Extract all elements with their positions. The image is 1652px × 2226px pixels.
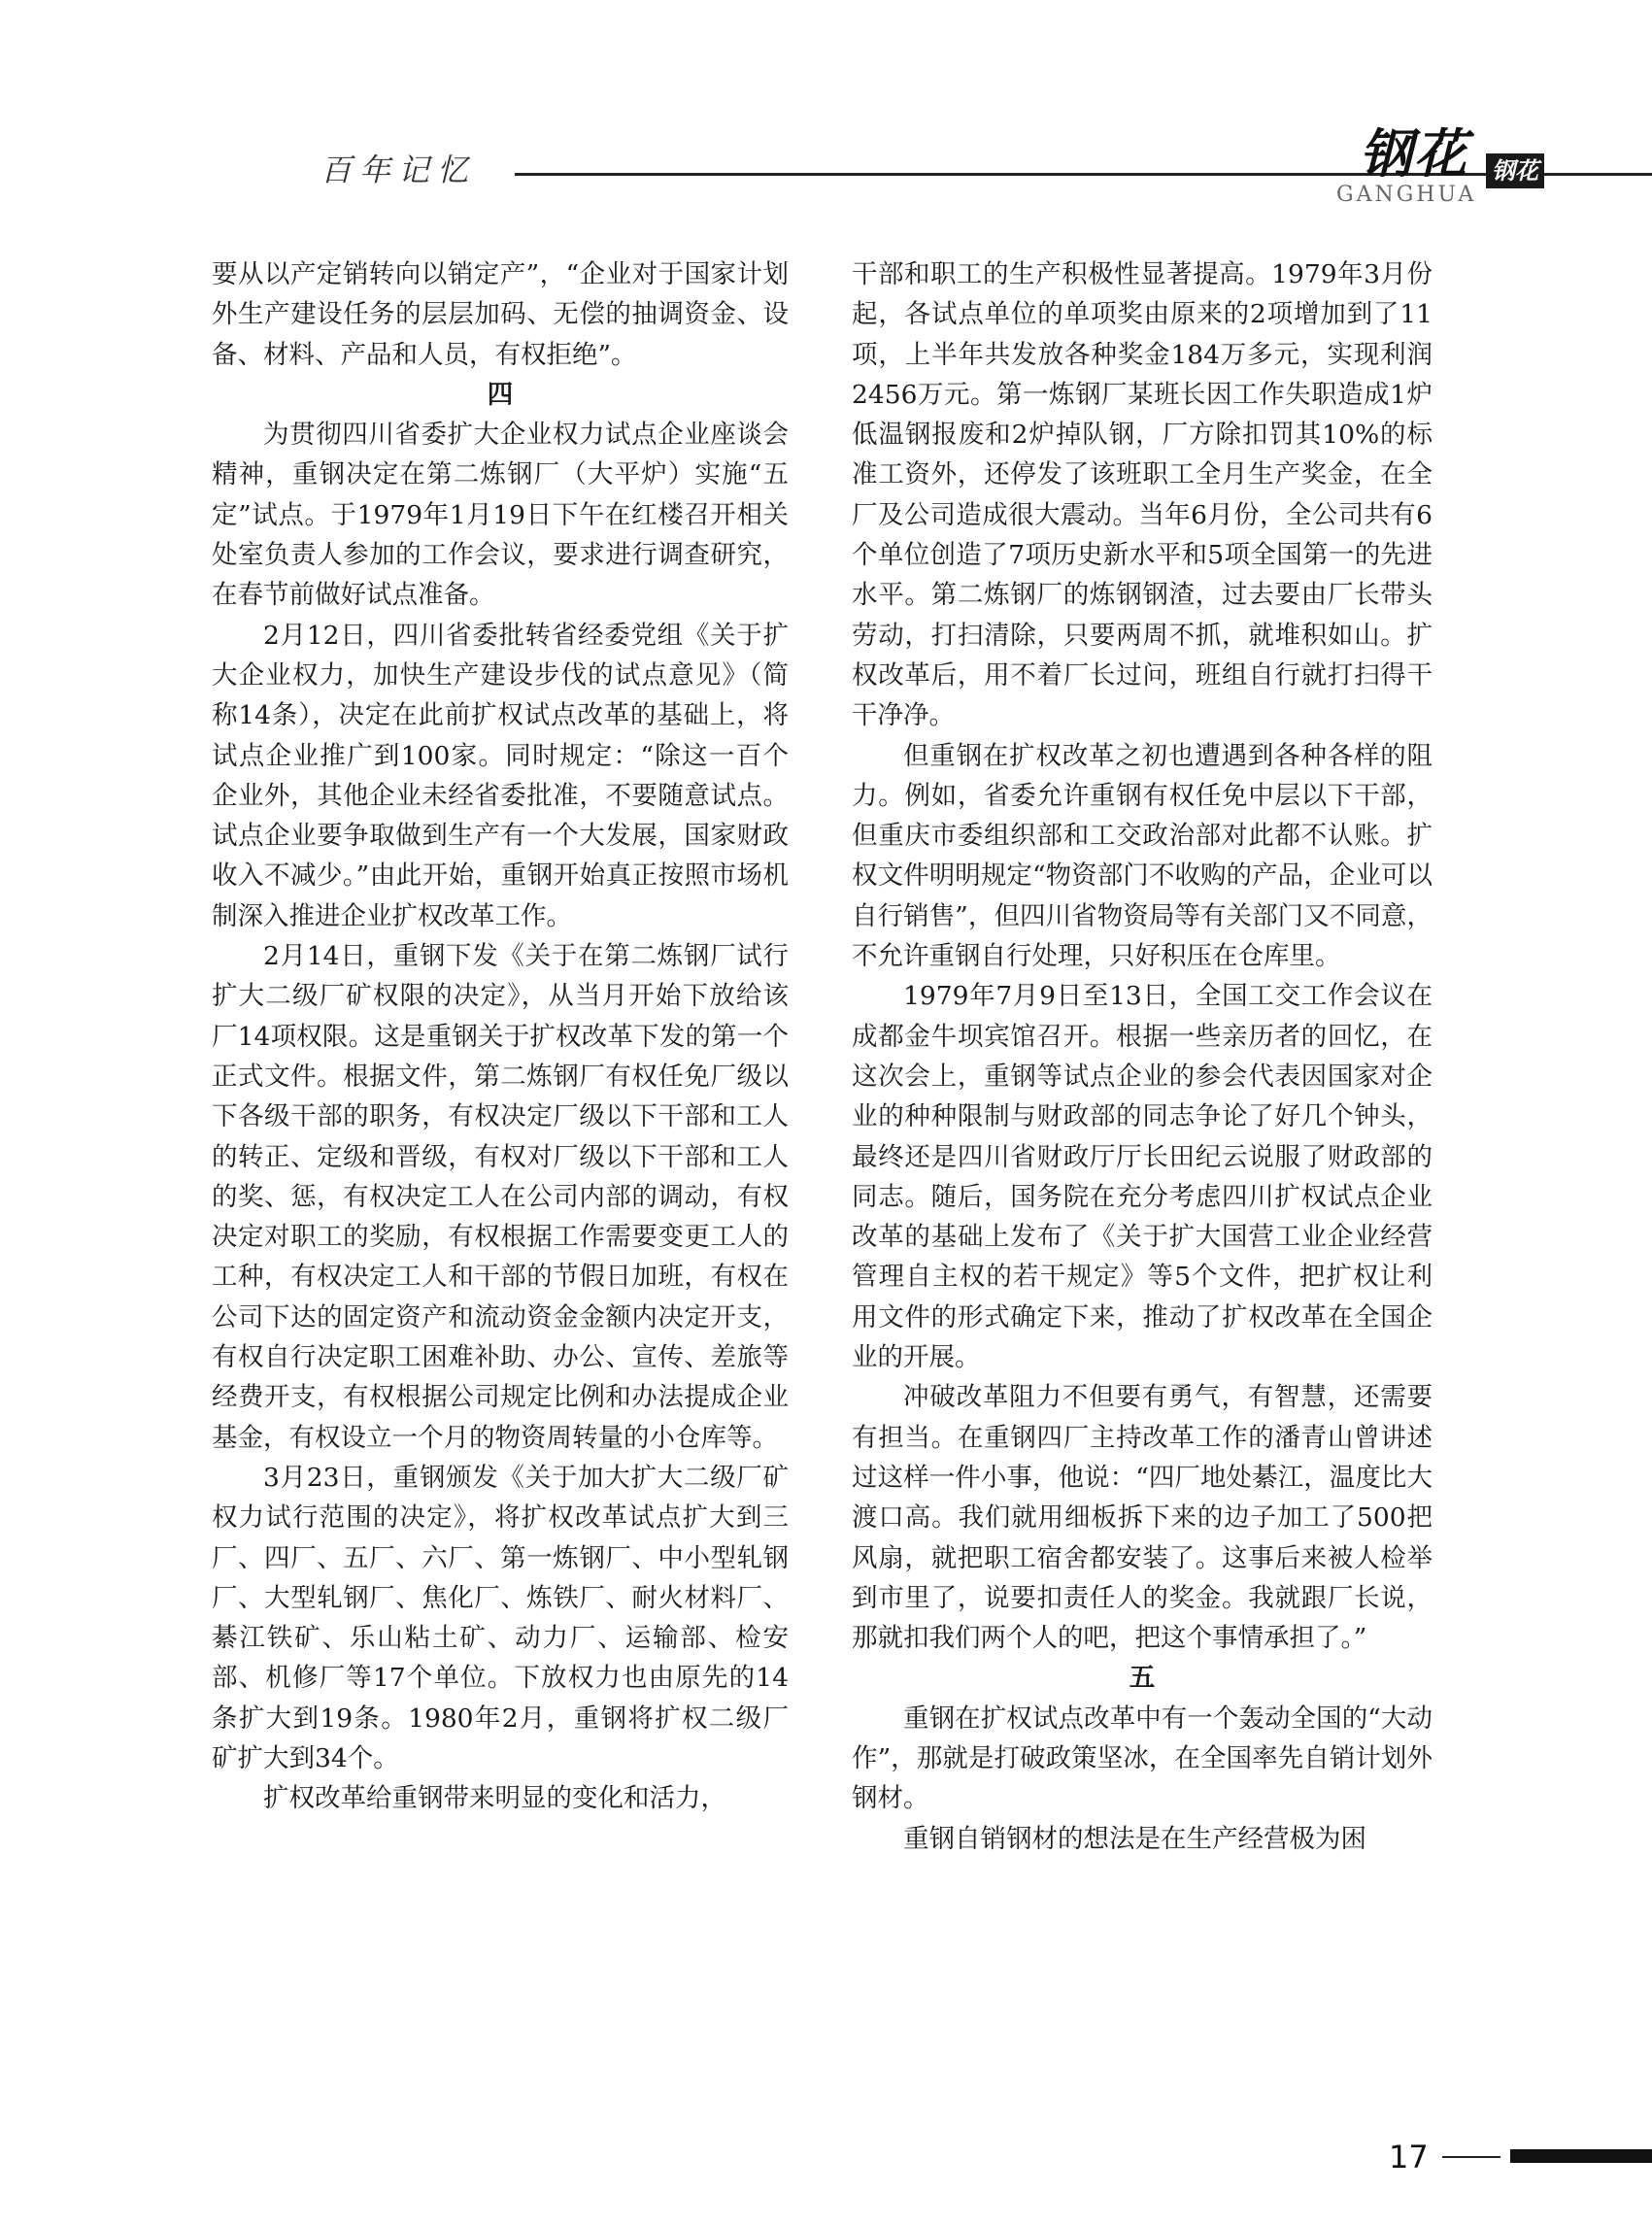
- paragraph-continued: 要从以产定销转向以销定产”，“企业对于国家计划外生产建设任务的层层加码、无偿的抽调资金、设备、材料、产品和人员，有权拒绝”。: [212, 259, 789, 370]
- paragraph: 重钢在扩权试点改革中有一个轰动全国的“大动作”，那就是打破政策坚冰，在全国率先自销计划外钢材。: [852, 1703, 1433, 1814]
- magazine-logo-english: GANGHUA: [1336, 183, 1477, 207]
- paragraph: 冲破改革阻力不但要有勇气，有智慧，还需要有担当。在重钢四厂主持改革工作的潘青山曾讲述过这样一件小事，他说：“四厂地处綦江，温度比大渡口高。我们就用细板拆下来的边子加工了500把风扇，就把职工宿舍都安装了。这事后来被人检举到市里了，说要扣责任人的奖金。我就跟厂长说，那就扣我们两个人的吧，把这个事情承担了。”: [852, 1382, 1433, 1654]
- section-numeral: 五: [1129, 1663, 1156, 1694]
- magazine-logo-badge: 钢花: [1486, 153, 1544, 188]
- magazine-logo: 钢花: [1360, 122, 1468, 185]
- section-title: 百年记忆: [320, 152, 477, 188]
- paragraph: 但重钢在扩权改革之初也遭遇到各种各样的阻力。例如，省委允许重钢有权任免中层以下干部，但重庆市委组织部和工交政治部对此都不认账。扩权文件明明规定“物资部门不收购的产品，企业可以自行销售”，但四川省物资局等有关部门又不同意，不允许重钢自行处理，只好积压在仓库里。: [852, 740, 1433, 972]
- paragraph: 为贯彻四川省委扩大企业权力试点企业座谈会精神，重钢决定在第二炼钢厂（大平炉）实施“五定”试点。于1979年1月19日下午在红楼召开相关处室负责人参加的工作会议，要求进行调查研究，在春节前做好试点准备。: [212, 420, 789, 611]
- page-number: 17: [1389, 2139, 1429, 2175]
- paragraph: 1979年7月9日至13日，全国工交工作会议在成都金牛坝宾馆召开。根据一些亲历者的回忆，在这次会上，重钢等试点企业的参会代表因国家对企业的种种限制与财政部的同志争论了好几个钟头，最终还是四川省财政厅厅长田纪云说服了财政部的同志。随后，国务院在充分考虑四川扩权试点企业改革的基础上发布了《关于扩大国营工业企业经营管理自主权的若干规定》等5个文件，把扩权让利用文件的形式确定下来，推动了扩权改革在全国企业的开展。: [852, 981, 1433, 1373]
- paragraph: 2月12日，四川省委批转省经委党组《关于扩大企业权力，加快生产建设步伐的试点意见》（简称14条），决定在此前扩权试点改革的基础上，将试点企业推广到100家。同时规定：“除这一百个企业外，其他企业未经省委批准，不要随意试点。试点企业要争取做到生产有一个大发展，国家财政收入不减少。”由此开始，重钢开始真正按照市场机制深入推进企业扩权改革工作。: [212, 620, 789, 931]
- right-column: [852, 254, 1433, 1859]
- paragraph: 扩权改革给重钢带来明显的变化和活力，: [263, 1783, 726, 1814]
- header-rule-right: [1544, 173, 1652, 176]
- section-numeral: 四: [487, 379, 514, 410]
- paragraph: 3月23日，重钢颁发《关于加大扩大二级厂矿权力试行范围的决定》，将扩权改革试点扩大到三厂、四厂、五厂、六厂、第一炼钢厂、中小型轧钢厂、大型轧钢厂、焦化厂、炼铁厂、耐火材料厂、綦江铁矿、乐山粘土矿、动力厂、运输部、检安部、机修厂等17个单位。下放权力也由原先的14条扩大到19条。1980年2月，重钢将扩权二级厂矿扩大到34个。: [212, 1462, 789, 1773]
- paragraph-continued: 干部和职工的生产积极性显著提高。1979年3月份起，各试点单位的单项奖由原来的2项增加到了11项，上半年共发放各种奖金184万多元，实现利润2456万元。第一炼钢厂某班长因工作失职造成1炉低温钢报废和2炉掉队钢，厂方除扣罚其10%的标准工资外，还停发了该班职工全月生产奖金，在全厂及公司造成很大震动。当年6月份，全公司共有6个单位创造了7项历史新水平和5项全国第一的先进水平。第二炼钢厂的炼钢钢渣，过去要由厂长带头劳动，打扫清除，只要两周不抓，就堆积如山。扩权改革后，用不着厂长过问，班组自行就打扫得干干净净。: [852, 259, 1433, 731]
- paragraph: 重钢自销钢材的想法是在生产经营极为困: [903, 1823, 1366, 1854]
- paragraph: 2月14日，重钢下发《关于在第二炼钢厂试行扩大二级厂矿权限的决定》，从当月开始下放给该厂14项权限。这是重钢关于扩权改革下发的第一个正式文件。根据文件，第二炼钢厂有权任免厂级以下各级干部的职务，有权决定厂级以下干部和工人的转正、定级和晋级，有权对厂级以下干部和工人的奖、惩，有权决定工人在公司内部的调动，有权决定对职工的奖励，有权根据工作需要变更工人的工种，有权决定工人和干部的节假日加班，有权在公司下达的固定资产和流动资金金额内决定开支，有权自行决定职工困难补助、办公、宣传、差旅等经费开支，有权根据公司规定比例和办法提成企业基金，有权设立一个月的物资周转量的小仓库等。: [212, 941, 789, 1453]
- footer-rule: [1442, 2156, 1500, 2158]
- left-column: [212, 254, 789, 1819]
- footer-bar: [1510, 2149, 1652, 2163]
